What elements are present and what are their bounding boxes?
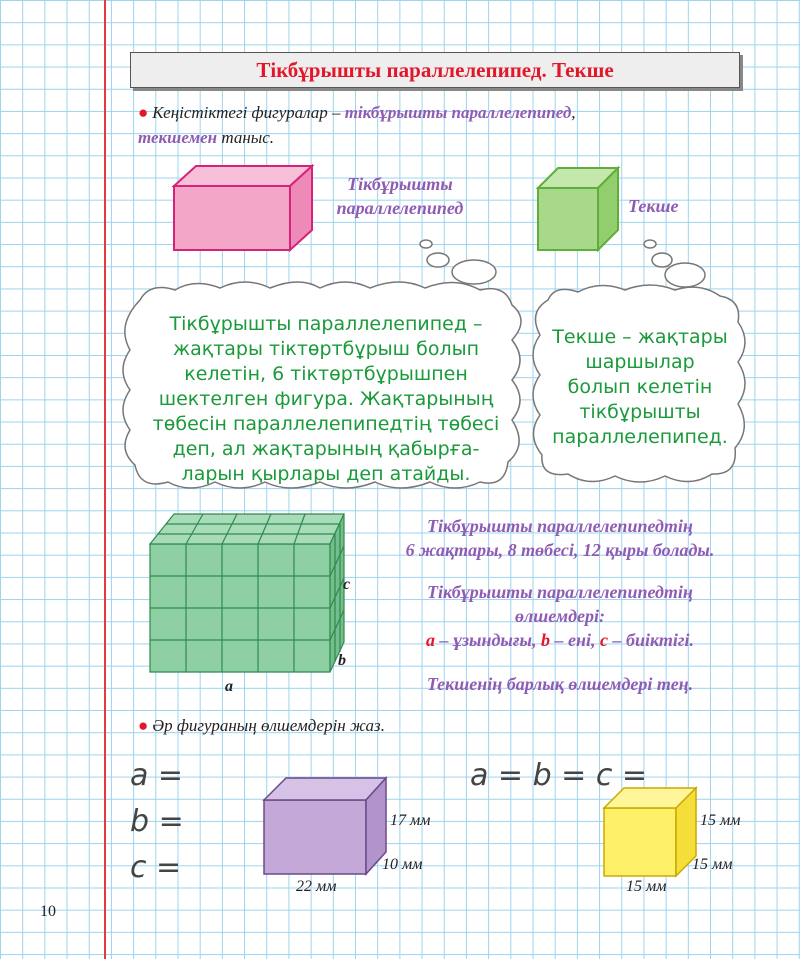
yellow-length: 15 мм xyxy=(626,878,667,895)
answer-b[interactable]: b = xyxy=(130,804,184,839)
pink-box-illustration xyxy=(174,166,312,250)
yellow-cube-illustration xyxy=(604,788,696,876)
purple-box-illustration xyxy=(264,778,386,874)
label-b: b xyxy=(338,652,346,669)
grid-cube-illustration xyxy=(150,514,344,672)
intro-text: ● Кеңістіктегі фигуралар – тікбұрышты параллелепипед, текшемен таныс. xyxy=(138,103,576,147)
page-title: Тікбұрышты параллелепипед. Текше xyxy=(130,52,740,88)
bullet-icon: ● xyxy=(138,103,149,122)
purple-length: 22 мм xyxy=(296,878,337,895)
purple-depth: 10 мм xyxy=(382,856,423,873)
task-text: ● Әр фигураның өлшемдерін жаз. xyxy=(138,716,385,735)
fact-faces: Тікбұрышты параллелепипедтің 6 жақтары, 8 төбесі, 12 қыры болады. xyxy=(405,516,715,560)
fact-dimensions: Тікбұрышты параллелепипедтің өлшемдері: a – ұзындығы, b – ені, c – биіктігі. xyxy=(425,582,695,650)
cube-definition: Текше – жақтары шаршылар болып келетін тікбұрышты параллелепипед. xyxy=(552,326,728,448)
box-label: Тікбұрышты параллелепипед xyxy=(336,174,464,218)
yellow-height: 15 мм xyxy=(700,812,741,829)
bullet-icon: ● xyxy=(138,716,149,735)
green-cube-illustration xyxy=(538,168,618,250)
page-number: 10 xyxy=(40,903,56,920)
answer-c[interactable]: c = xyxy=(130,850,182,885)
box-definition: Тікбұрышты параллелепипед – жақтары тіктөртбұрыш болып келетін, 6 тіктөртбұрышпен шектелген фигура. Жақтарының төбесін параллелепипедтің төбесі деп, ал жақтарының қабырға- ларын қырлары деп атайды. xyxy=(152,313,500,485)
fact-cube-equal: Текшенің барлық өлшемдері тең. xyxy=(426,674,694,694)
label-a: a xyxy=(225,678,233,695)
answer-abc[interactable]: a = b = c = xyxy=(470,758,648,793)
cube-label: Текше xyxy=(628,196,679,216)
purple-height: 17 мм xyxy=(390,812,431,829)
label-c: c xyxy=(343,576,351,593)
yellow-depth: 15 мм xyxy=(692,856,733,873)
answer-a[interactable]: a = xyxy=(130,758,184,793)
